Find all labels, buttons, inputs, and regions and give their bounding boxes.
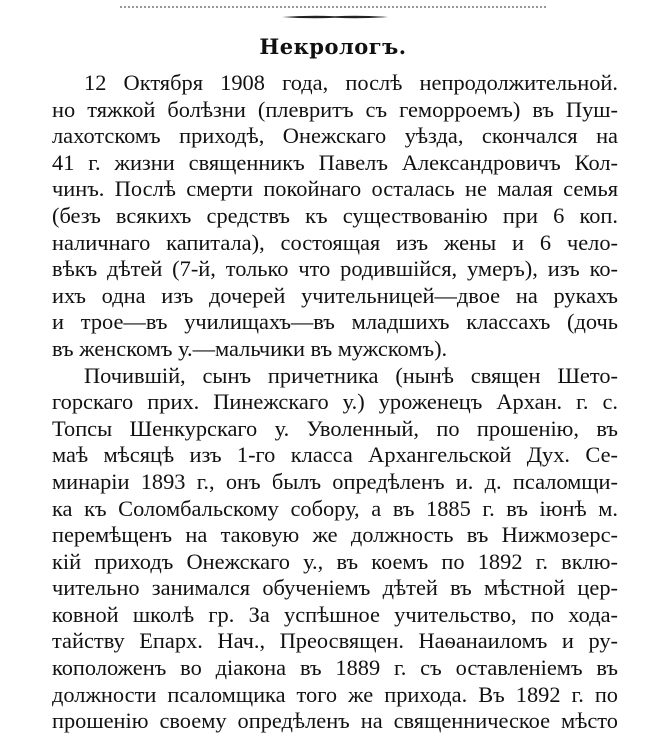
text-line: ка къ Соломбальскому собору, а въ 1885 г. въ іюнѣ м. — [52, 495, 618, 521]
text-line: тайству Епарх. Нач., Преосвящен. Наѳанаиломъ и ру- — [52, 628, 618, 654]
text-line: вѣкъ дѣтей (7-й, только что родившійся, умеръ), изъ ко- — [52, 256, 618, 282]
text-line: но тяжкой болѣзни (плевритъ съ геморроемъ) въ Пуш- — [52, 96, 618, 122]
text-line: ковной школѣ гр. За успѣшное учительство, по хода- — [52, 601, 618, 627]
text-line: минаріи 1893 г., онъ былъ опредѣленъ и. д. псаломщи- — [52, 468, 618, 494]
text-line: Почившій, сынъ причетника (нынѣ священ Шето- — [84, 362, 618, 388]
text-line: коположенъ во діакона въ 1889 г. съ оставленіемъ въ — [52, 655, 618, 681]
text-line: лахотскомъ приходѣ, Онежскаго уѣзда, скончался на — [52, 123, 618, 149]
text-line: маѣ мѣсяцѣ изъ 1-го класса Архангельской Дух. Се- — [52, 442, 618, 468]
text-line: 12 Октября 1908 года, послѣ непродолжительной. — [84, 70, 618, 95]
text-line: должности псаломщика того же прихода. Въ 1892 г. по — [52, 681, 618, 707]
text-line: чительно занимался обученіемъ дѣтей въ мѣстной цер- — [52, 575, 618, 601]
text-line: горскаго прих. Пинежскаго у.) уроженецъ Архан. г. с. — [52, 389, 618, 415]
header-cropped-line — [120, 0, 546, 8]
page-title: Некрологъ. — [259, 34, 407, 59]
text-line: чинъ. Послѣ смерти покойнаго осталась не малая семья — [52, 176, 618, 202]
text-line: и трое—въ училищахъ—въ младшихъ классахъ (дочь — [52, 309, 618, 335]
text-line: перемѣщенъ на таковую же должность въ Нижмозерс- — [52, 522, 618, 548]
paragraph-1 — [52, 70, 618, 363]
text-line: прошенію своему опредѣленъ на священническое мѣсто — [52, 708, 618, 734]
paragraph-2 — [52, 363, 618, 735]
text-line: Топсы Шенкурскаго у. Уволенный, по прошенію, въ — [52, 415, 618, 441]
text-line: (безъ всякихъ средствъ къ существованію при 6 коп. — [52, 202, 618, 228]
text-line: въ женскомъ у.—мальчики въ мужскомъ). — [52, 335, 448, 361]
text-line: 41 г. жизни священникъ Павелъ Александровичъ Кол- — [52, 149, 618, 175]
text-line: ихъ одна изъ дочерей учительницей—двое на рукахъ — [52, 282, 618, 308]
text-line: кій приходъ Онежскаго у., въ коемъ по 1892 г. вклю- — [52, 548, 618, 574]
title-ornament-rule — [282, 14, 388, 20]
article-body — [52, 70, 618, 735]
text-line: наличнаго капитала), состоящая изъ жены и 6 чело- — [52, 229, 618, 255]
